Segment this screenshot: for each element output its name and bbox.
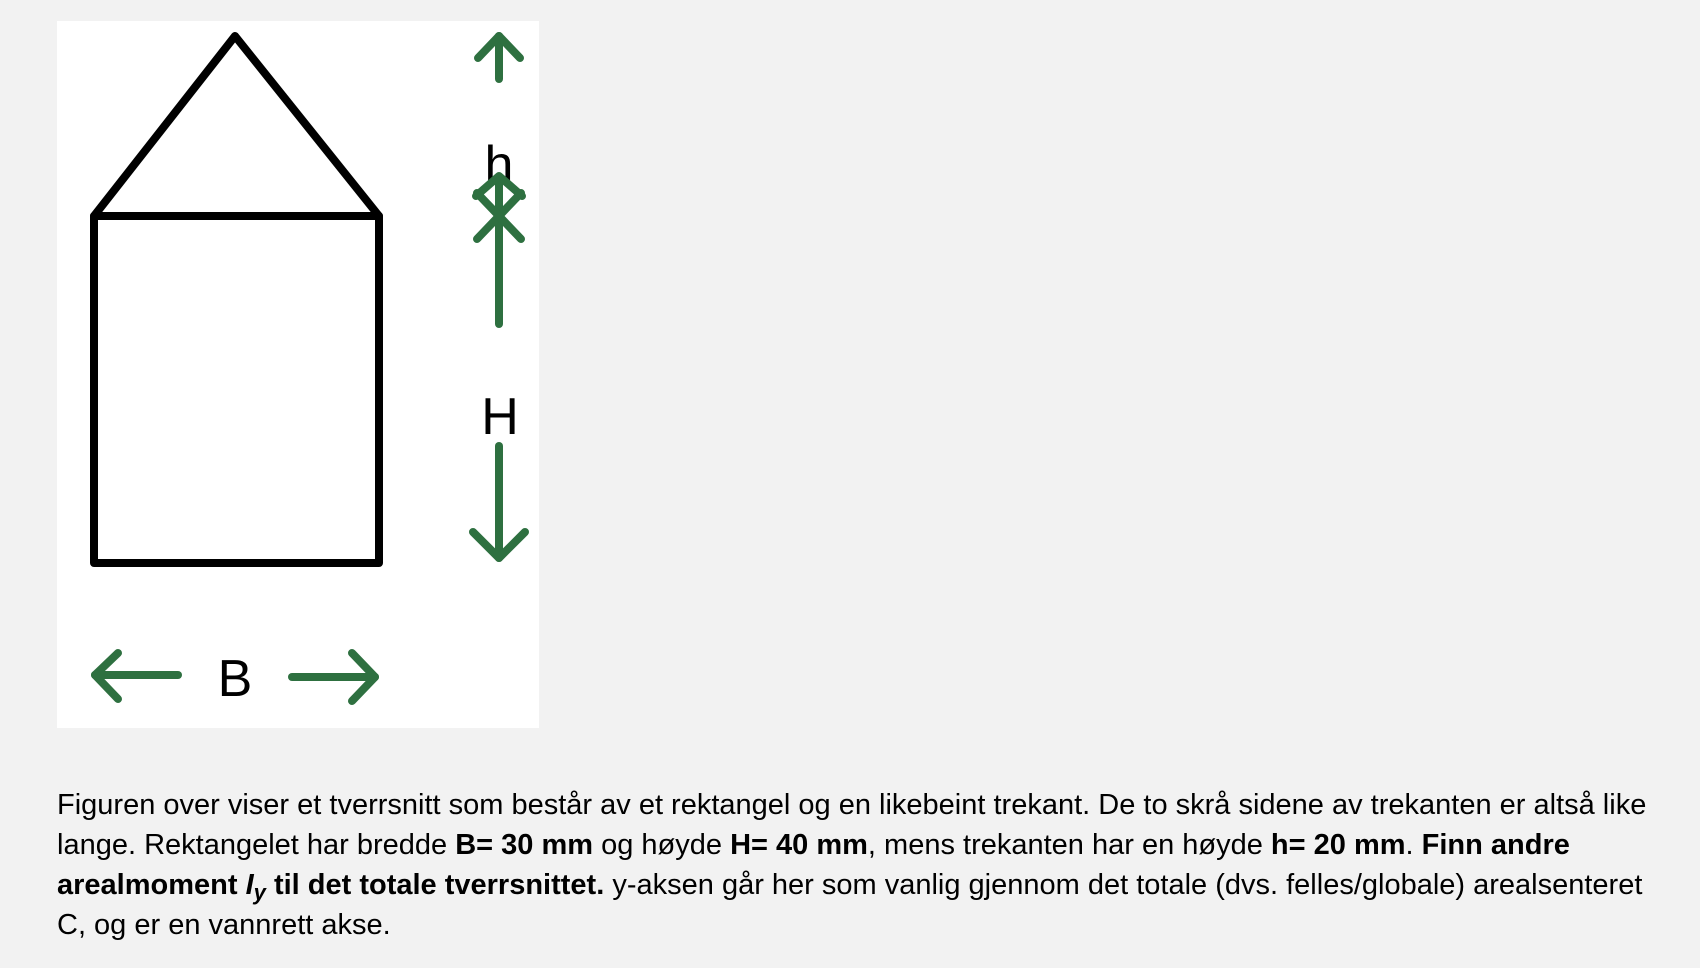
moment-subscript: y	[253, 880, 266, 905]
triangle-outline	[94, 36, 379, 216]
cross-section-diagram	[57, 21, 539, 728]
description-text-2: og høyde	[593, 829, 731, 861]
moment-symbol: I	[245, 869, 254, 901]
problem-description	[57, 785, 1657, 945]
height-value: H= 40 mm	[730, 829, 868, 861]
H-dimension-arrow-down	[473, 446, 525, 558]
figure-panel	[57, 21, 539, 728]
triangle-height-value: h= 20 mm	[1270, 829, 1406, 861]
description-text-4: .	[1405, 829, 1422, 861]
B-label: B	[217, 650, 253, 708]
description-text-5: y-aksen går her som vanlig gjennom det totale (dvs. felles/globale) arealsenteret C, og er en vannrett akse.	[57, 869, 1643, 941]
H-label: H	[481, 388, 519, 446]
B-dimension-arrow-right	[292, 653, 375, 701]
h-dimension-arrow-up	[478, 36, 520, 79]
h-label: h	[484, 136, 514, 194]
description-text-1: Figuren over viser et tverrsnitt som består av et rektangel og en likebeint trekant. De to skrå sidene av trekanten er altså like lange. Rektangelet har bredde	[57, 789, 1647, 861]
h-boundary-marker	[476, 176, 522, 324]
B-dimension-arrow-left	[95, 653, 178, 699]
task-text: Finn andre arealmoment	[57, 829, 1570, 901]
width-value: B= 30 mm	[455, 829, 594, 861]
rectangle-outline	[94, 216, 379, 563]
task-text-end: til det totale tverrsnittet.	[265, 869, 605, 901]
description-text-3: , mens trekanten har en høyde	[867, 829, 1271, 861]
